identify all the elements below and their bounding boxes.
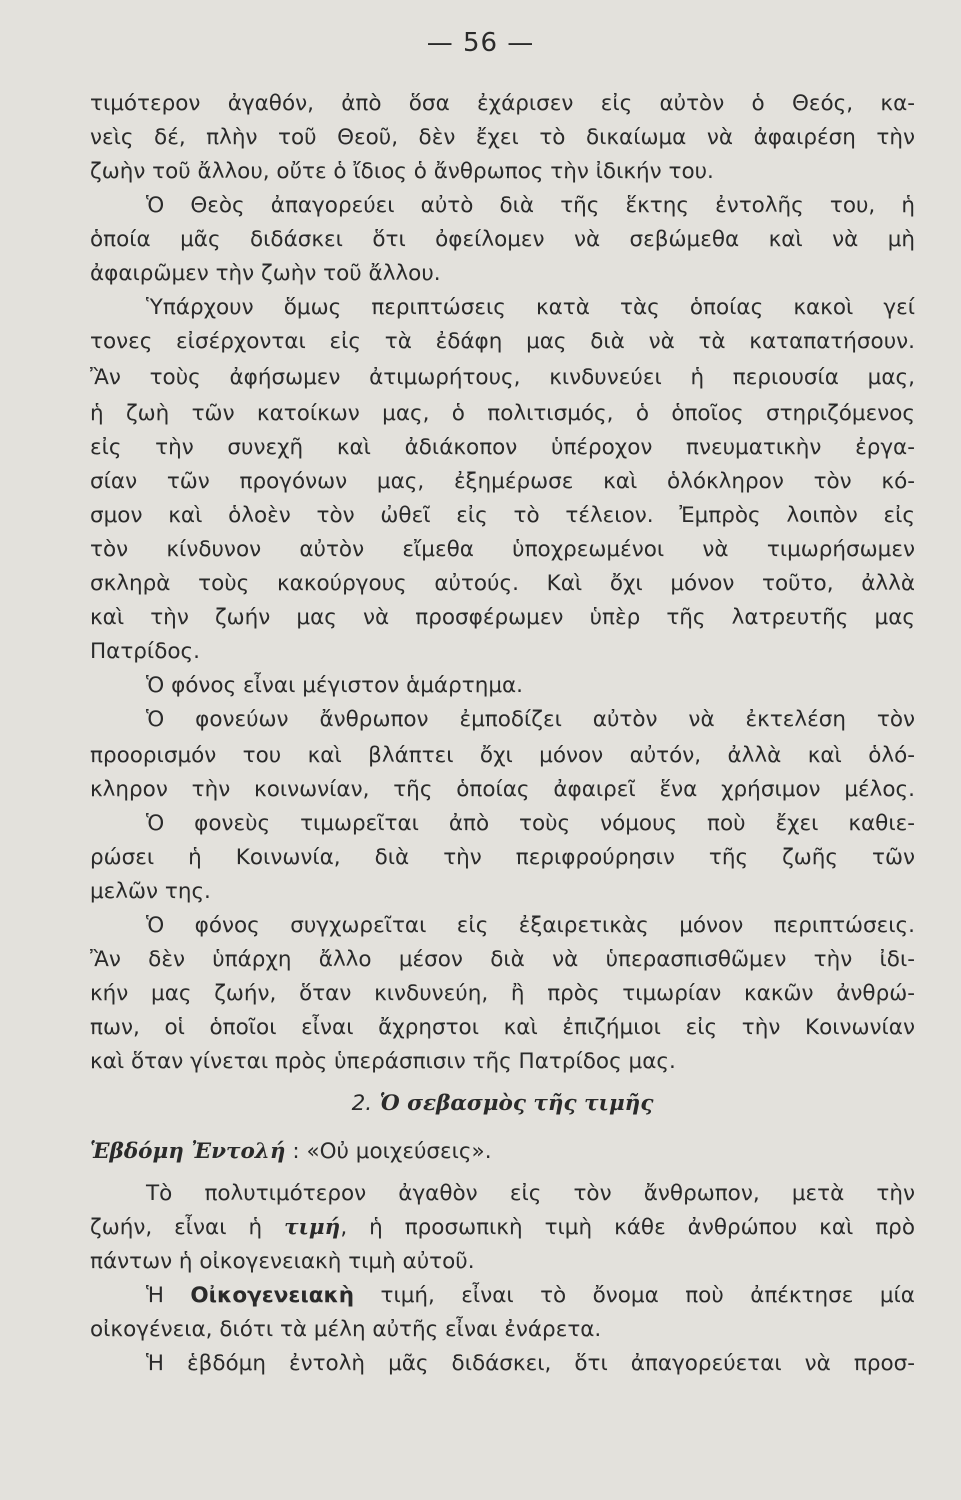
- commandment-sep: :: [292, 1139, 300, 1164]
- text-line: μελῶν της.: [90, 879, 211, 904]
- commandment-line: [90, 1136, 915, 1168]
- text-line: τιμότερον ἀγαθόν, ἀπὸ ὅσα ἐχάρισεν εἰς αὐτὸν ὁ Θεός, κα-: [90, 91, 915, 116]
- text-line: νεὶς δέ, πλὴν τοῦ Θεοῦ, δὲν ἔχει τὸ δικαίωμα νὰ ἀφαιρέση τὴν: [90, 125, 915, 150]
- text-line: Ἡ ἑβδόμη ἐντολὴ μᾶς διδάσκει, ὅτι ἀπαγορεύεται νὰ προσ-: [146, 1351, 915, 1376]
- text-line: εἰς τὴν συνεχῆ καὶ ἀδιάκοπον ὑπέροχον πνευματικὴν ἐργα-: [90, 435, 915, 460]
- text-line: καὶ ὅταν γίνεται πρὸς ὑπεράσπισιν τῆς Πατρίδος μας.: [90, 1049, 676, 1074]
- text-line: κληρον τὴν κοινωνίαν, τῆς ὁποίας ἀφαιρεῖ ἕνα χρήσιμον μέλος.: [90, 777, 915, 802]
- text-line: οἰκογένεια, διότι τὰ μέλη αὐτῆς εἶναι ἐνάρετα.: [90, 1317, 602, 1342]
- section-number: 2.: [351, 1091, 373, 1116]
- text-line: ζωὴν τοῦ ἄλλου, οὔτε ὁ ἴδιος ὁ ἄνθρωπος τὴν ἰδικήν του.: [90, 159, 714, 184]
- text-line: Ὁ φονεύων ἄνθρωπον ἐμποδίζει αὐτὸν νὰ ἐκτελέση τὸν: [146, 707, 915, 732]
- text-line: Ἂν τοὺς ἀφήσωμεν ἀτιμωρήτους, κινδυνεύει ἡ περιουσία μας,: [90, 365, 915, 390]
- text-line: τονες εἰσέρχονται εἰς τὰ ἐδάφη μας διὰ νὰ τὰ καταπατήσουν.: [90, 329, 915, 354]
- text-fragment: , ἡ προσωπικὴ τιμὴ κάθε ἀνθρώπου καὶ πρὸ: [340, 1215, 915, 1240]
- text-line: [90, 1212, 915, 1244]
- text-line: σμον καὶ ὁλοὲν τὸν ὠθεῖ εἰς τὸ τέλειον. Ἐμπρὸς λοιπὸν εἰς: [90, 503, 915, 528]
- text-line: Τὸ πολυτιμότερον ἀγαθὸν εἰς τὸν ἄνθρωπον, μετὰ τὴν: [146, 1181, 915, 1206]
- text-line: Ὑπάρχουν ὅμως περιπτώσεις κατὰ τὰς ὁποίας κακοὶ γεί: [146, 295, 915, 320]
- text-line-emphasis: Ὁ φόνος εἶναι μέγιστον ἁμάρτημα.: [146, 673, 524, 698]
- section-heading: [90, 1088, 915, 1120]
- text-line: σκληρὰ τοὺς κακούργους αὐτούς. Καὶ ὄχι μόνον τοῦτο, ἀλλὰ: [90, 571, 915, 596]
- text-line: Ὁ φονεὺς τιμωρεῖται ἀπὸ τοὺς νόμους ποὺ ἔχει καθιε-: [146, 811, 915, 836]
- text-fragment: ζωήν, εἶναι ἡ: [90, 1215, 263, 1240]
- text-fragment: τιμή, εἶναι τὸ ὄνομα ποὺ ἀπέκτησε μία: [380, 1283, 915, 1308]
- emphasis-word: τιμή: [284, 1215, 341, 1240]
- text-line: [146, 1280, 915, 1312]
- text-line: Ἂν δὲν ὑπάρχη ἄλλο μέσον διὰ νὰ ὑπερασπισθῶμεν τὴν ἰδι-: [90, 947, 915, 972]
- text-line: Ὁ Θεὸς ἀπαγορεύει αὐτὸ διὰ τῆς ἕκτης ἐντολῆς του, ἡ: [146, 193, 915, 218]
- text-line: καὶ τὴν ζωήν μας νὰ προσφέρωμεν ὑπὲρ τῆς λατρευτῆς μας: [90, 605, 915, 630]
- section-title: Ὁ σεβασμὸς τῆς τιμῆς: [379, 1091, 654, 1116]
- text-line: προορισμόν του καὶ βλάπτει ὄχι μόνον αὐτόν, ἀλλὰ καὶ ὁλό-: [90, 743, 915, 768]
- emphasis-word: Οἰκογενειακὴ: [190, 1283, 355, 1308]
- text-line: ἀφαιρῶμεν τὴν ζωὴν τοῦ ἄλλου.: [90, 261, 441, 286]
- text-line: ρώσει ἡ Κοινωνία, διὰ τὴν περιφρούρησιν τῆς ζωῆς τῶν: [90, 845, 915, 870]
- text-line: ἡ ζωὴ τῶν κατοίκων μας, ὁ πολιτισμός, ὁ ὁποῖος στηριζόμενος: [90, 401, 915, 426]
- text-line: τὸν κίνδυνον αὐτὸν εἴμεθα ὑποχρεωμένοι νὰ τιμωρήσωμεν: [90, 537, 915, 562]
- text-line: σίαν τῶν προγόνων μας, ἐξημέρωσε καὶ ὁλόκληρον τὸν κό-: [90, 469, 915, 494]
- text-line: Πατρίδος.: [90, 639, 200, 664]
- text-line: κήν μας ζωήν, ὅταν κινδυνεύη, ἢ πρὸς τιμωρίαν κακῶν ἀνθρώ-: [90, 981, 915, 1006]
- commandment-text: «Οὐ μοιχεύσεις».: [306, 1139, 492, 1164]
- commandment-label: Ἑβδόμη Ἐντολή: [90, 1139, 286, 1164]
- text-line: Ὁ φόνος συγχωρεῖται εἰς ἐξαιρετικὰς μόνον περιπτώσεις.: [146, 913, 915, 938]
- text-line: ὁποία μᾶς διδάσκει ὅτι ὀφείλομεν νὰ σεβώμεθα καὶ νὰ μὴ: [90, 227, 915, 252]
- text-line: πων, οἱ ὁποῖοι εἶναι ἄχρηστοι καὶ ἐπιζήμιοι εἰς τὴν Κοινωνίαν: [90, 1015, 915, 1040]
- text-fragment: Ἡ: [146, 1283, 164, 1308]
- text-line: πάντων ἡ οἰκογενειακὴ τιμὴ αὐτοῦ.: [90, 1249, 475, 1274]
- page-number: — 56 —: [426, 28, 535, 58]
